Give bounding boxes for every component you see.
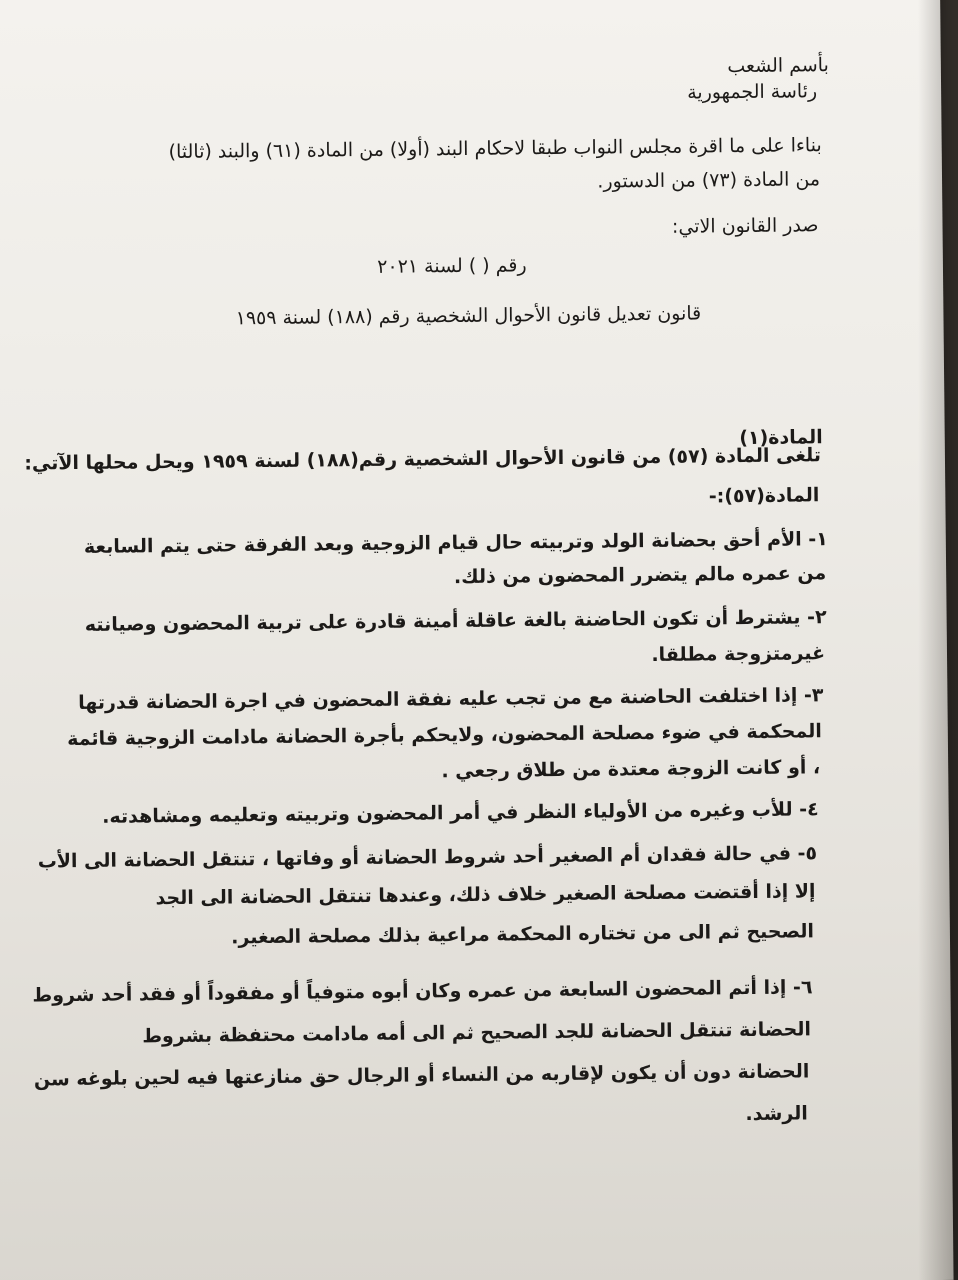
clause-6-line-4: الرشد. [745,1102,808,1126]
law-title: قانون تعديل قانون الأحوال الشخصية رقم (١٨٨) لسنة ١٩٥٩ [235,302,702,330]
clause-3-line-1: ٣- إذا اختلفت الحاضنة مع من تجب عليه نفقة المحضون في اجرة الحضانة قدرتها [78,684,824,715]
article-heading: المادة(١) [739,426,823,450]
header-line-1: بأسم الشعب [727,54,829,78]
clause-5-line-2: إلا إذا أقتضت مصلحة الصغير خلاف ذلك، وعندها تنتقل الحضانة الى الجد [155,880,816,910]
clause-3-line-3: ، أو كانت الزوجة معتدة من طلاق رجعي . [441,756,821,783]
clause-4-line-1: ٤- للأب وغيره من الأولياء النظر في أمر المحضون وتربيته وتعليمه ومشاهدته. [102,798,819,828]
header-line-2: رئاسة الجمهورية [687,80,818,104]
clause-6-line-2: الحضانة تنتقل الحضانة للجد الصحيح ثم الى أمه مادامت محتفظة بشروط [142,1018,812,1048]
clause-6-line-1: ٦- إذا أتم المحضون السابعة من عمره وكان أبوه متوفياً أو مفقوداً أو فقد أحد شروط [32,976,813,1007]
clause-5-line-1: ٥- في حالة فقدان أم الصغير أحد شروط الحضانة أو وفاتها ، تنتقل الحضانة الى الأب [37,842,818,873]
clause-1-line-2: من عمره مالم يتضرر المحضون من ذلك. [453,562,827,589]
issued-line: صدر القانون الاتي: [671,214,819,238]
clause-6-line-3: الحضانة دون أن يكون لإقاربه من النساء أو الرجال حق منازعتها فيه لحين بلوغه سن [33,1060,810,1091]
clause-2-line-1: ٢- يشترط أن تكون الحاضنة بالغة عاقلة أمينة قادرة على تربية المحضون وصيانته [84,606,827,636]
preamble-line-2: من المادة (٧٣) من الدستور. [597,168,821,193]
article-intro: تلغى المادة (٥٧) من قانون الأحوال الشخصية رقم(١٨٨) لسنة ١٩٥٩ ويحل محلها الآتي: [24,444,822,475]
article-subheading: المادة(٥٧):- [708,484,820,508]
clause-5-line-3: الصحيح ثم الى من تختاره المحكمة مراعية بذلك مصلحة الصغير. [231,920,815,949]
preamble-line-1: بناءا على ما اقرة مجلس النواب طبقا لاحكام البند (أولا) من المادة (٦١) والبند (ثالثا) [168,134,822,164]
clause-1-line-1: ١- الأم أحق بحضانة الولد وتربيته حال قيام الزوجية وبعد الفرقة حتى يتم السابعة [83,528,828,558]
clause-2-line-2: غيرمتزوجة مطلقا. [651,642,826,667]
clause-3-line-2: المحكمة في ضوء مصلحة المحضون، ولايحكم بأجرة الحضانة مادامت الزوجية قائمة [67,720,822,751]
law-number: رقم ( ) لسنة ٢٠٢١ [377,254,527,278]
